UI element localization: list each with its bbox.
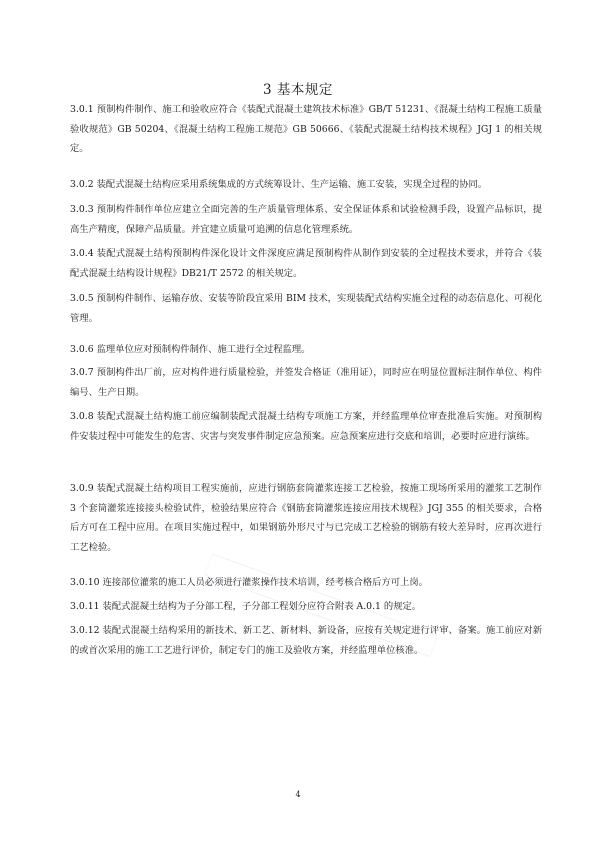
clause-3-0-12: 3.0.12 装配式混凝土结构采用的新技术、新工艺、新材料、新设备，应按有关规定进行评审、备案。施工前应对新的或首次采用的施工工艺进行评价，制定专门的施工及验收方案，并经监理单位核准。	[70, 625, 542, 656]
section-heading: 3 基本规定	[263, 82, 333, 98]
page-number: 4	[295, 790, 301, 799]
clause-3-0-5: 3.0.5 预制构件制作、运输存放、安装等阶段宜采用 BIM 技术，实现装配式结构实施全过程的动态信息化、可视化管理。	[70, 293, 542, 324]
clause-3-0-8: 3.0.8 装配式混凝土结构施工前应编制装配式混凝土结构专项施工方案，并经监理单位审查批准后实施。对预制构件安装过程中可能发生的危害、灾害与突发事件制定应急预案。应急预案应进行交底和培训，必要时应进行演练。	[70, 411, 542, 442]
clause-3-0-11: 3.0.11 装配式混凝土结构为子分部工程，子分部工程划分应符合附表 A.0.1 的规定。	[70, 601, 422, 612]
clause-3-0-2: 3.0.2 装配式混凝土结构应采用系统集成的方式统筹设计、生产运输、施工安装，实现全过程的协同。	[70, 179, 488, 190]
clause-3-0-7: 3.0.7 预制构件出厂前，应对构件进行质量检验，并签发合格证（准用证），同时应在明显位置标注制作单位、构件编号、生产日期。	[70, 367, 542, 398]
clause-3-0-10: 3.0.10 连接部位灌浆的施工人员必须进行灌浆操作技术培训，经考核合格后方可上岗。	[70, 577, 428, 588]
clause-3-0-3: 3.0.3 预制构件制作单位应建立全面完善的生产质量管理体系、安全保证体系和试验检测手段，设置产品标识，提高生产精度，保障产品质量。并宜建立质量可追溯的信息化管理系统。	[70, 204, 542, 235]
clause-3-0-6: 3.0.6 监理单位应对预制构件制作、施工进行全过程监理。	[70, 344, 311, 355]
clause-3-0-9: 3.0.9 装配式混凝土结构项目工程实施前，应进行钢筋套筒灌浆连接工艺检验，按施工现场所采用的灌浆工艺制作 3 个套筒灌浆连接接头检验试件，检验结果应符合《钢筋套筒灌浆连接应用技术规程》JGJ 355 的相关要求，合格后方可在工程中应用。在项目实施过程中，如果钢筋外形尺寸与已完成工艺检验的钢筋有较大差异时，应再次进行工艺检验。	[70, 483, 542, 553]
clause-3-0-1: 3.0.1 预制构件制作、施工和验收应符合《装配式混凝土建筑技术标准》GB/T 51231、《混凝土结构工程施工质量验收规范》GB 50204、《混凝土结构工程施工规范》GB 50666、《装配式混凝土结构技术规程》JGJ 1 的相关规定。	[70, 104, 542, 154]
clause-3-0-4: 3.0.4 装配式混凝土结构预制构件深化设计文件深度应满足预制构件从制作到安装的全过程技术要求，并符合《装配式混凝土结构设计规程》DB21/T 2572 的相关规定。	[70, 248, 542, 279]
